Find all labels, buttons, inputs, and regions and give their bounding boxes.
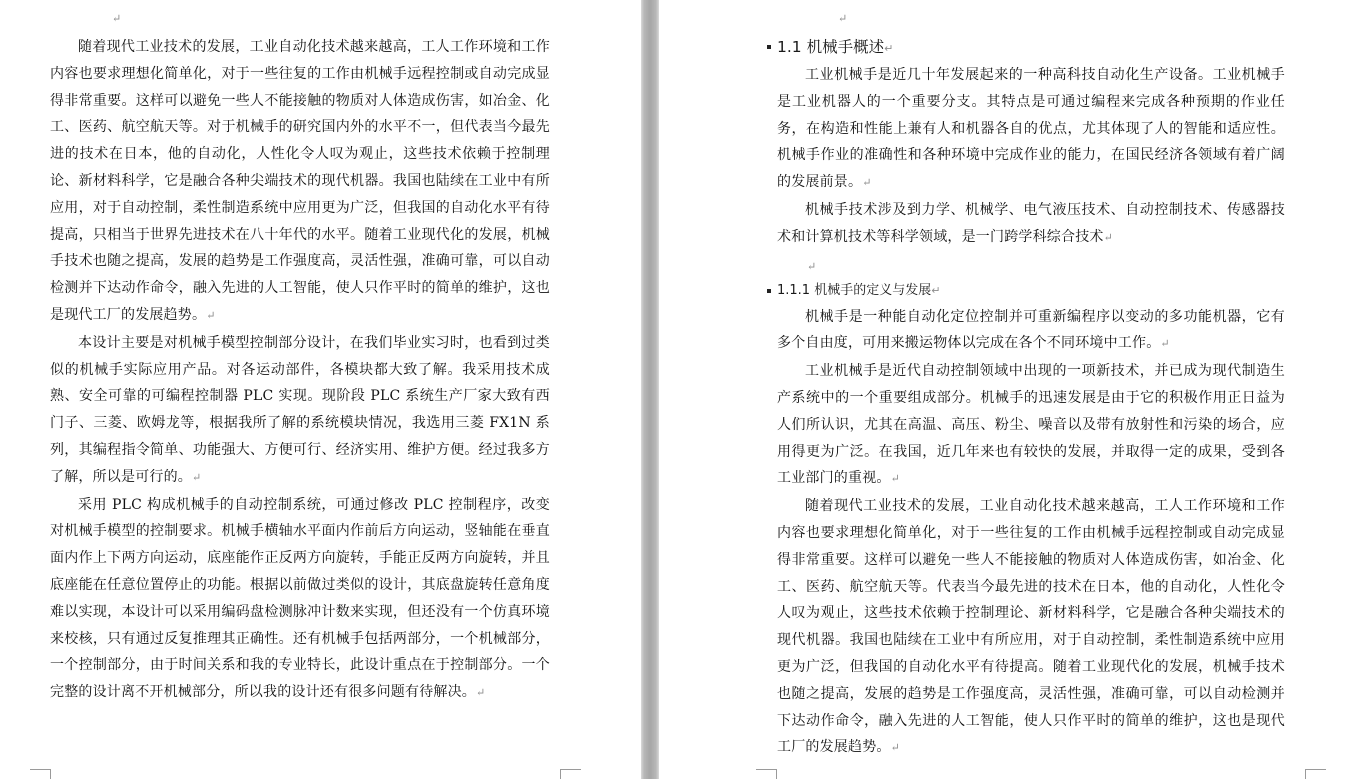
document-page-right [659, 0, 1355, 779]
page-gap-divider [641, 0, 659, 779]
paragraph-mark-icon: ↵ [890, 741, 901, 755]
paragraph-mark-icon: ↵ [192, 470, 202, 484]
body-paragraph[interactable]: 工业机械手是近代自动控制领域中出现的一项新技术，并已成为现代制造生产系统中的一个重要组成部分。机械手的迅速发展是由于它的积极作用正日益为人们所认识，尤其在高温、高压、粉尘、噪音以及带有放射性和污染的场合，应用得更为广泛。在我国，近几年来也有较快的发展，并取得一定的成果，受到各工业部门的重视。↵ [777, 363, 1285, 487]
paragraph-mark-icon: ↵ [931, 283, 941, 297]
page-corner-marker [1305, 769, 1326, 779]
section-heading[interactable]: 1.1 机械手概述↵ [777, 34, 1285, 62]
paragraph-mark-icon: ↵ [807, 259, 817, 273]
body-paragraph[interactable]: 本设计主要是对机械手模型控制部分设计，在我们毕业实习时，也看到过类似的机械手实际应用产品。对各运动部件，各模块都大致了解。我采用技术成熟、安全可靠的可编程控制器 PLC 实现。现阶段 PLC 系统生产厂家大致有西门子、三菱、欧姆龙等，根据我所了解的系统模块情况，我选用三菱 FX1N 系列，其编程指令简单、功能强大、方便可行、经济实用、维护方便。经过我多方了解，所以是可行的。↵ [50, 334, 550, 485]
paragraph-mark-icon: ↵ [1160, 337, 1170, 351]
heading-bullet-icon [767, 45, 771, 49]
subsection-heading[interactable]: 1.1.1 机械手的定义与发展↵ [777, 278, 1285, 304]
body-paragraph[interactable]: 随着现代工业技术的发展，工业自动化技术越来越高，工人工作环境和工作内容也要求理想化简单化，对于一些往复的工作由机械手远程控制或自动完成显得非常重要。这样可以避免一些人不能接触的物质对人体造成伤害，如冶金、化工、医药、航空航天等。代表当今最先进的技术在日本，他的自动化，人性化令人叹为观止，这些技术依赖于控制理论、新材料科学，它是融合各种尖端技术的现代机器。我国也陆续在工业中有所应用，对于自动控制，柔性制造系统中应用更为广泛，但我国的自动化水平有待提高。随着工业现代化的发展，机械手技术也随之提高，发展的趋势是工作强度高，灵活性强，准确可靠，可以自动检测并下达动作命令，融入先进的人工智能，使人只作平时的简单的维护，这也是现代工厂的发展趋势。↵ [777, 498, 1285, 756]
heading-bullet-icon [767, 289, 771, 293]
paragraph-mark-icon: ↵ [1103, 230, 1114, 244]
paragraph-mark-icon: ↵ [206, 308, 216, 322]
document-page-left [0, 0, 641, 779]
paragraph-mark-icon: ↵ [884, 42, 894, 55]
empty-paragraph [777, 252, 1285, 278]
page-corner-marker [560, 769, 581, 779]
paragraph-mark-icon: ↵ [838, 12, 848, 25]
paragraph-mark-icon: ↵ [112, 12, 122, 25]
body-paragraph[interactable]: 机械手是一种能自动化定位控制并可重新编程序以变动的多功能机器，它有多个自由度，可用来搬运物体以完成在各个不同环境中工作。↵ [777, 308, 1285, 352]
page-corner-marker [756, 769, 777, 779]
body-paragraph[interactable]: 机械手技术涉及到力学、机械学、电气液压技术、自动控制技术、传感器技术和计算机技术等科学领域，是一门跨学科综合技术↵ [777, 201, 1285, 245]
body-paragraph[interactable]: 随着现代工业技术的发展，工业自动化技术越来越高，工人工作环境和工作内容也要求理想化简单化，对于一些往复的工作由机械手远程控制或自动完成显得非常重要。这样可以避免一些人不能接触的物质对人体造成伤害，如冶金、化工、医药、航空航天等。对于机械手的研究国内外的水平不一，但代表当今最先进的技术在日本，他的自动化，人性化令人叹为观止，这些技术依赖于控制理论、新材料科学，它是融合各种尖端技术的现代机器。我国也陆续在工业中有所应用，对于自动控制，柔性制造系统中应用更为广泛，但我国的自动化水平有待提高，只相当于世界先进技术在八十年代的水平。随着工业现代化的发展，机械手技术也随之提高，发展的趋势是工作强度高，灵活性强，准确可靠，可以自动检测并下达动作命令，融入先进的人工智能，使人只作平时的简单的维护，这也是现代工厂的发展趋势。↵ [50, 39, 550, 323]
left-body-text[interactable] [50, 34, 550, 707]
empty-paragraph [82, 6, 121, 28]
page-corner-marker [30, 769, 51, 779]
paragraph-mark-icon: ↵ [890, 472, 901, 486]
paragraph-mark-icon: ↵ [476, 686, 486, 700]
body-paragraph[interactable]: 工业机械手是近几十年发展起来的一种高科技自动化生产设备。工业机械手是工业机器人的一个重要分支。其特点是可通过编程来完成各种预期的作业任务，在构造和性能上兼有人和机器各自的优点，尤其体现了人的智能和适应性。机械手作业的准确性和各种环境中完成作业的能力，在国民经济各领域有着广阔的发展前景。↵ [777, 67, 1285, 191]
right-body-text[interactable] [777, 34, 1285, 762]
paragraph-mark-icon: ↵ [862, 176, 872, 190]
body-paragraph[interactable]: 采用 PLC 构成机械手的自动控制系统，可通过修改 PLC 控制程序，改变对机械手模型的控制要求。机械手横轴水平面内作前后方向运动，竖轴能在垂直面内作上下两方向运动，底座能作正反两方向旋转，手能正反两方向旋转，并且底座能在任意位置停止的功能。根据以前做过类似的设计，其底盘旋转任意角度难以实现，本设计可以采用编码盘检测脉冲计数来实现，但还没有一个仿真环境来校核，只有通过反复推理其正确性。还有机械手包括两部分，一个机械部分，一个控制部分，由于时间关系和我的专业特长，此设计重点在于控制部分。一个完整的设计离不开机械部分，所以我的设计还有很多问题有待解决。↵ [50, 496, 550, 701]
empty-paragraph [808, 6, 847, 28]
